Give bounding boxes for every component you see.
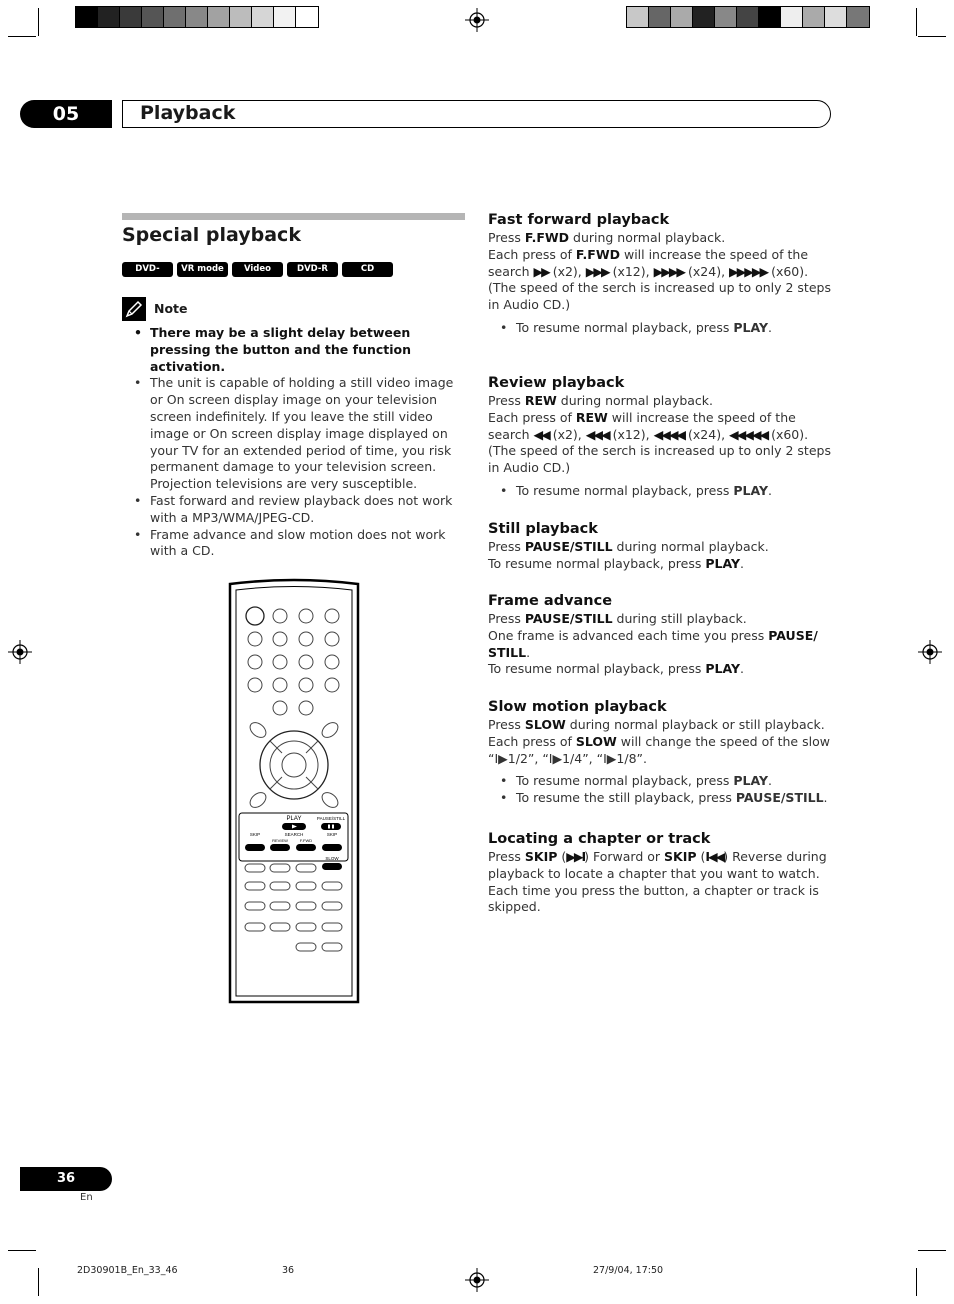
doc-date: 27/9/04, 17:50: [593, 1265, 664, 1276]
remote-pause-label: PAUSE/STILL: [316, 816, 346, 821]
registration-mark-top-icon: [465, 8, 489, 32]
page-language: En: [80, 1192, 93, 1203]
slow-motion-title: Slow motion playback: [488, 699, 667, 715]
chapter-number: 05: [20, 100, 112, 128]
doc-code: 2D30901B_En_33_46: [77, 1265, 178, 1276]
ff-x2-icon: ▶▶: [533, 263, 549, 279]
badge-dvd-r: DVD-R: [287, 262, 338, 277]
review-text: Press REW during normal playback. Each press of REW will increase the speed of the search ◀◀ (x2), ◀◀◀ (x12), ◀◀◀◀ (x24), ◀◀◀◀◀ (x60). (The speed of the serch is increased up to only 2 steps in Audio CD.): [488, 393, 831, 476]
locate-text: Press SKIP (▶▶I) Forward or SKIP (I◀◀) Reverse during playback to locate a chapter that you want to watch. Each time you press the button, a chapter or track is skipped.: [488, 849, 827, 915]
remote-skip-left-label: SKIP: [249, 832, 261, 837]
fast-forward-bullets: [488, 320, 833, 337]
slow-motion-text: Press SLOW during normal playback or still playback. Each press of SLOW will change the speed of the slow “I▶1/2”, “I▶1/4”, “I▶1/8”.: [488, 717, 830, 766]
frame-advance-section: [488, 593, 833, 678]
note-item: • There may be a slight delay between pressing the button and the function activation.: [132, 325, 468, 375]
fast-forward-section: [488, 212, 833, 337]
fast-forward-text: Press F.FWD during normal playback. Each press of F.FWD will increase the speed of the search ▶▶ (x2), ▶▶▶ (x12), ▶▶▶▶ (x24), ▶▶▶▶▶ (x60). (The speed of the serch is increased up to only 2 steps in Audio CD.): [488, 230, 831, 313]
doc-page: 36: [282, 1265, 295, 1276]
review-bullets: [488, 483, 833, 500]
note-item: • Frame advance and slow motion does not work with a CD.: [132, 527, 468, 561]
remote-skip-right-label: SKIP: [326, 832, 338, 837]
remote-play-label: PLAY: [286, 816, 302, 822]
note-list: [132, 325, 468, 560]
color-bar-left: [75, 6, 319, 28]
ff-x12-icon: ▶▶▶: [585, 263, 609, 279]
chapter-title: Playback: [122, 100, 831, 128]
frame-advance-title: Frame advance: [488, 593, 613, 609]
remote-fwd-label: F.FWD: [299, 838, 313, 843]
badge-video-mode: Video mode: [232, 262, 283, 277]
list-item: • To resume normal playback, press PLAY.: [488, 773, 833, 790]
list-item: • To resume normal playback, press PLAY.: [488, 483, 833, 500]
note-item: • The unit is capable of holding a still video image or On screen display image on your television screen indefinitely. If you leave the still video image or On screen display image displayed on your TV for an extended period of time, you risk permanent damage to your television screen. Projection televisions are very susceptible.: [132, 375, 468, 493]
locate-section: [488, 831, 833, 916]
badge-dvd-video: DVD-Video: [122, 262, 173, 277]
list-item: • To resume normal playback, press PLAY.: [488, 320, 833, 337]
rev-x2-icon: ◀◀: [533, 426, 549, 442]
note-label: Note: [154, 301, 188, 316]
badge-vr-mode: VR mode: [177, 262, 228, 277]
rev-x24-icon: ◀◀◀◀: [653, 426, 685, 442]
still-section: [488, 521, 833, 573]
fast-forward-title: Fast forward playback: [488, 212, 670, 228]
review-section: [488, 375, 833, 500]
skip-reverse-icon: I◀◀: [705, 849, 724, 864]
slow-motion-bullets: [488, 773, 833, 807]
still-text: Press PAUSE/STILL during normal playback. To resume normal playback, press PLAY.: [488, 539, 769, 571]
color-bar-right: [626, 6, 870, 28]
slow-motion-section: [488, 699, 833, 807]
disc-badges: [122, 262, 393, 289]
list-item: • To resume the still playback, press PAUSE/STILL.: [488, 790, 833, 807]
review-title: Review playback: [488, 375, 625, 391]
badge-cd: CD: [342, 262, 393, 277]
note-item: • Fast forward and review playback does not work with a MP3/WMA/JPEG-CD.: [132, 493, 468, 527]
note-pencil-icon: [122, 297, 146, 321]
registration-mark-bottom-icon: [465, 1268, 489, 1292]
remote-search-label: SEARCH: [284, 832, 304, 837]
rev-x60-icon: ◀◀◀◀◀: [729, 426, 768, 442]
registration-mark-right-icon: [918, 640, 942, 664]
remote-rev-label: REVIEW: [272, 838, 288, 843]
still-title: Still playback: [488, 521, 598, 537]
page-number: 36: [20, 1167, 112, 1191]
ff-x24-icon: ▶▶▶▶: [653, 263, 685, 279]
remote-control-illustration: [226, 578, 362, 1006]
registration-mark-left-icon: [8, 640, 32, 664]
skip-forward-icon: ▶▶I: [566, 849, 585, 864]
rev-x12-icon: ◀◀◀: [585, 426, 609, 442]
ff-x60-icon: ▶▶▶▶▶: [729, 263, 768, 279]
frame-advance-text: Press PAUSE/STILL during still playback. One frame is advanced each time you press PAUSE/ STILL. To resume normal playback, press PLAY.: [488, 611, 818, 677]
section-rule: [122, 213, 465, 220]
remote-slow-label: SLOW: [325, 856, 339, 861]
locate-title: Locating a chapter or track: [488, 831, 711, 847]
section-title: Special playback: [122, 224, 301, 246]
